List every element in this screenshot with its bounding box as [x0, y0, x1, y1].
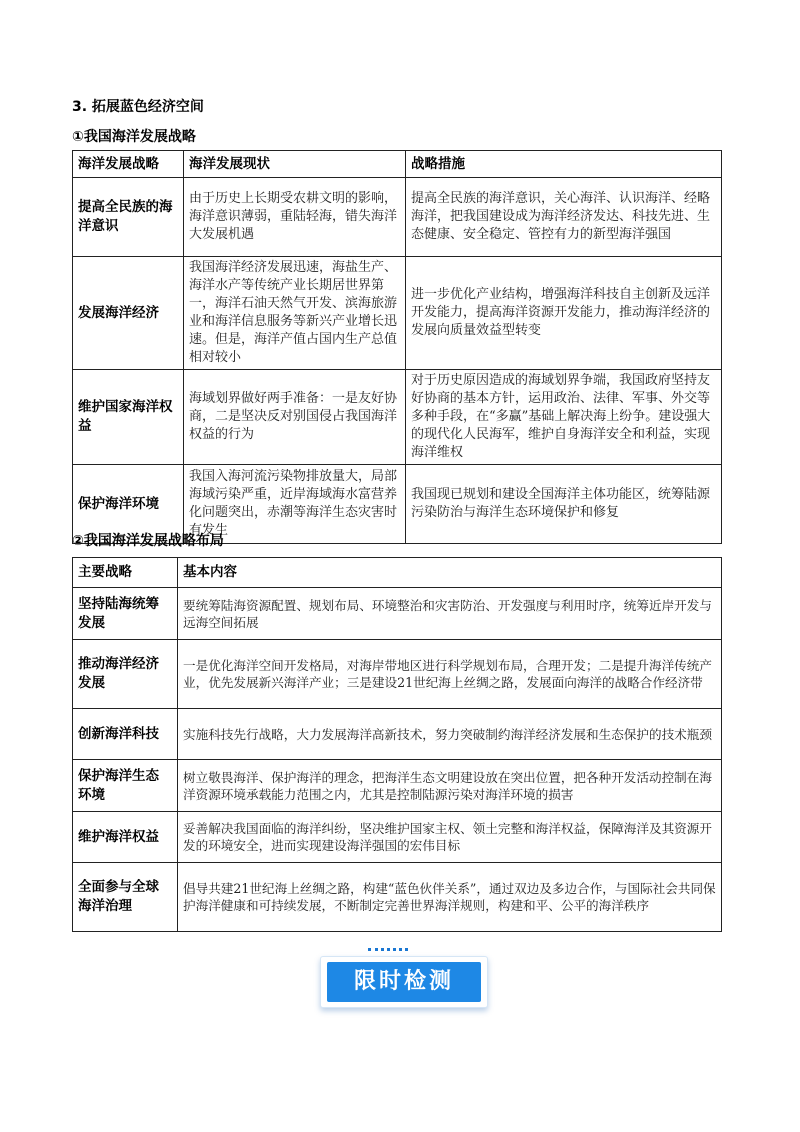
table-row — [73, 812, 722, 863]
strategy-name: 推动海洋经济发展 — [73, 640, 178, 709]
content-cell: 一是优化海洋空间开发格局，对海岸带地区进行科学规划布局，合理开发；二是提升海洋传统产业，优先发展新兴海洋产业；三是建设21世纪海上丝绸之路，发展面向海洋的战略合作经济带 — [178, 640, 722, 709]
status-cell: 由于历史上长期受农耕文明的影响，海洋意识薄弱，重陆轻海，错失海洋大发展机遇 — [184, 178, 406, 257]
content-cell: 实施科技先行战略，大力发展海洋高新技术，努力突破制约海洋经济发展和生态保护的技术瓶颈 — [178, 709, 722, 760]
table-row — [73, 760, 722, 812]
strategy-name: 提高全民族的海洋意识 — [73, 178, 184, 257]
measure-cell: 我国现已规划和建设全国海洋主体功能区，统筹陆源污染防治与海洋生态环境保护和修复 — [406, 465, 722, 544]
content-cell: 树立敬畏海洋、保护海洋的理念，把海洋生态文明建设放在突出位置，把各种开发活动控制在海洋资源环境承载能力范围之内，尤其是控制陆源污染对海洋环境的损害 — [178, 760, 722, 812]
strategy-table — [72, 150, 722, 544]
section-title: 3. 拓展蓝色经济空间 — [72, 99, 204, 115]
strategy-name: 保护海洋生态环境 — [73, 760, 178, 812]
badge-label: 限时检测 — [327, 962, 481, 1002]
status-cell: 我国入海河流污染物排放量大，局部海域污染严重，近岸海域海水富营养化问题突出，赤潮等海洋生态灾害时有发生 — [184, 465, 406, 544]
content-cell: 妥善解决我国面临的海洋纠纷，坚决维护国家主权、领土完整和海洋权益，保障海洋及其资源开发的环境安全，进而实现建设海洋强国的宏伟目标 — [178, 812, 722, 863]
content-cell: 倡导共建21世纪海上丝绸之路，构建“蓝色伙伴关系”，通过双边及多边合作，与国际社会共同保护海洋健康和可持续发展，不断制定完善世界海洋规则，构建和平、公平的海洋秩序 — [178, 863, 722, 932]
column-header: 海洋发展战略 — [73, 151, 184, 178]
table-row — [73, 370, 722, 465]
table-header-row — [73, 151, 722, 178]
table-row — [73, 863, 722, 932]
strategy-name: 维护国家海洋权益 — [73, 370, 184, 465]
column-header: 主要战略 — [73, 558, 178, 588]
strategy-name: 全面参与全球海洋治理 — [73, 863, 178, 932]
timed-test-badge — [320, 948, 488, 1012]
column-header: 战略措施 — [406, 151, 722, 178]
column-header: 海洋发展现状 — [184, 151, 406, 178]
table-header-row — [73, 558, 722, 588]
status-cell: 我国海洋经济发展迅速，海盐生产、海洋水产等传统产业长期居世界第一，海洋石油天然气开发、滨海旅游业和海洋信息服务等新兴产业增长迅速。但是，海洋产值占国内生产总值相对较小 — [184, 257, 406, 370]
content-cell: 要统筹陆海资源配置、规划布局、环境整治和灾害防治、开发强度与利用时序，统筹近岸开发与远海空间拓展 — [178, 588, 722, 640]
measure-cell: 提高全民族的海洋意识，关心海洋、认识海洋、经略海洋，把我国建设成为海洋经济发达、科技先进、生态健康、安全稳定、管控有力的新型海洋强国 — [406, 178, 722, 257]
table-row — [73, 257, 722, 370]
measure-cell: 进一步优化产业结构，增强海洋科技自主创新及远洋开发能力，提高海洋资源开发能力，推动海洋经济的发展向质量效益型转变 — [406, 257, 722, 370]
table-row — [73, 640, 722, 709]
strategy-name: 保护海洋环境 — [73, 465, 184, 544]
measure-cell: 对于历史原因造成的海域划界争端，我国政府坚持友好协商的基本方针，运用政治、法律、军事、外交等多种手段，在“多赢”基础上解决海上纷争。建设强大的现代化人民海军，维护自身海洋安全和利益，实现海洋维权 — [406, 370, 722, 465]
subsection-title-strategy: ①我国海洋发展战略 — [72, 129, 196, 145]
dotted-decoration — [368, 948, 408, 955]
strategy-name: 坚持陆海统筹发展 — [73, 588, 178, 640]
strategy-name: 发展海洋经济 — [73, 257, 184, 370]
table-row — [73, 588, 722, 640]
subsection-title-layout: ②我国海洋发展战略布局 — [72, 533, 224, 549]
strategy-name: 创新海洋科技 — [73, 709, 178, 760]
strategy-layout-table — [72, 557, 722, 932]
table-row — [73, 178, 722, 257]
strategy-name: 维护海洋权益 — [73, 812, 178, 863]
status-cell: 海域划界做好两手准备：一是友好协商，二是坚决反对别国侵占我国海洋权益的行为 — [184, 370, 406, 465]
badge-frame — [320, 956, 488, 1008]
table-row — [73, 709, 722, 760]
column-header: 基本内容 — [178, 558, 722, 588]
